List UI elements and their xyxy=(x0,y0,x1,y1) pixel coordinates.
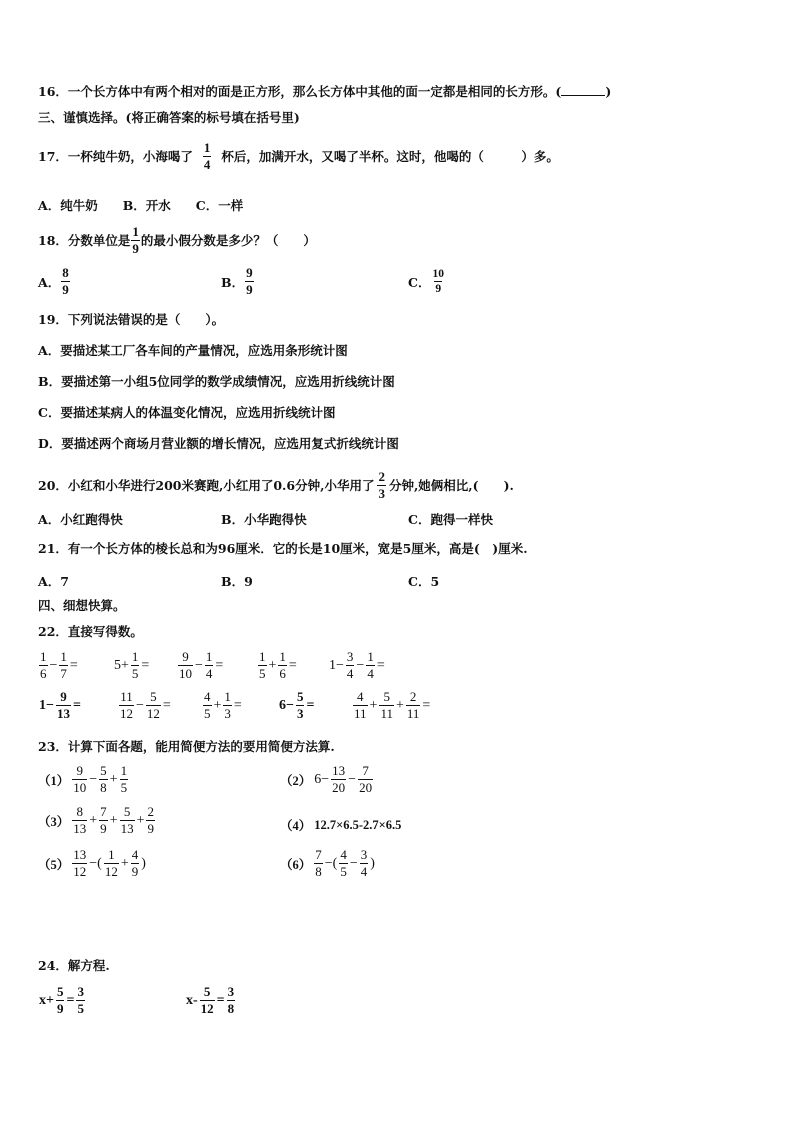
fraction: $\frac{7}{8}$ xyxy=(315,847,322,879)
operator: 5+ xyxy=(114,657,129,673)
calc-item-5 xyxy=(38,848,147,879)
operator: = xyxy=(215,657,224,673)
operator: 12.7×6.5-2.7×6.5 xyxy=(314,817,402,832)
fraction: $\frac{4}{5}$ xyxy=(340,847,347,879)
fraction: $\frac{7}{9}$ xyxy=(100,804,107,836)
expression xyxy=(257,650,298,681)
operator: + xyxy=(89,812,98,828)
operator: = xyxy=(66,992,75,1008)
calc-item-1 xyxy=(38,764,129,795)
item-label: （4） xyxy=(280,819,312,833)
operator: 1− xyxy=(39,697,54,713)
operator: 1− xyxy=(329,657,344,673)
operator: = xyxy=(216,992,225,1008)
operator: − xyxy=(356,657,365,673)
option-c: C．要描述某病人的体温变化情况，应选用折线统计图 xyxy=(38,405,336,420)
expression xyxy=(38,650,79,681)
operator: = xyxy=(72,697,81,713)
option-a: A． $\frac{8}{9}$ xyxy=(38,265,69,297)
option-b: B．9 xyxy=(221,574,253,589)
fraction: $\frac{8}{13}$ xyxy=(73,804,87,836)
question-21: 21．有一个长方体的棱长总和为96厘米．它的长是10厘米，宽是5厘米，高是( )厘米. xyxy=(38,541,528,556)
fraction: $\frac{1}{3}$ xyxy=(224,689,231,721)
operator: + xyxy=(109,771,118,787)
option-a: A．要描述某工厂各车间的产量情况，应选用条形统计图 xyxy=(38,343,348,358)
operator: + xyxy=(369,697,378,713)
option-b: B．要描述第一小组5位同学的数学成绩情况，应选用折线统计图 xyxy=(38,374,395,389)
option-b: B． $\frac{9}{9}$ xyxy=(221,265,253,297)
fraction: $\frac{1}{9}$ xyxy=(132,224,139,256)
option-c: C． $\frac{10}{9}$ xyxy=(408,268,444,295)
fraction: $\frac{2}{11}$ xyxy=(406,689,420,721)
operator: −( xyxy=(324,855,338,871)
fraction: $\frac{13}{12}$ xyxy=(73,847,87,879)
question-22: 22．直接写得数。 xyxy=(38,624,143,639)
operator: = xyxy=(306,697,315,713)
fraction: $\frac{5}{11}$ xyxy=(380,689,393,721)
expression xyxy=(202,690,243,721)
equation-2 xyxy=(185,985,236,1016)
expression xyxy=(177,650,224,681)
question-23: 23．计算下面各题，能用简便方法的要用简便方法算. xyxy=(38,739,335,754)
fraction: $\frac{8}{9}$ xyxy=(62,265,69,297)
fraction: $\frac{5}{12}$ xyxy=(146,689,160,721)
fraction: $\frac{1}{5}$ xyxy=(131,649,139,681)
fraction: $\frac{1}{6}$ xyxy=(40,649,47,681)
question-24: 24．解方程. xyxy=(38,958,110,973)
option-d: D．要描述两个商场月营业额的增长情况，应选用复式折线统计图 xyxy=(38,436,399,451)
fraction: $\frac{3}{4}$ xyxy=(346,649,354,681)
operator: = xyxy=(162,697,171,713)
operator: + xyxy=(136,812,145,828)
fraction: $\frac{3}{8}$ xyxy=(227,984,235,1016)
question-20: 20．小红和小华进行200米赛跑,小红用了0.6分钟,小华用了 $\frac{2}{3}$ 分钟,她俩相比,( ). xyxy=(38,469,514,501)
fraction: $\frac{1}{4}$ xyxy=(203,140,211,172)
operator: 6− xyxy=(314,771,330,787)
question-17: 17．一杯纯牛奶，小海喝了 $\frac{1}{4}$ 杯后，加满开水，又喝了半杯。这时，他喝的（ ）多。 xyxy=(38,140,559,172)
operator: − xyxy=(195,657,203,673)
fraction: $\frac{1}{6}$ xyxy=(279,649,286,681)
operator: ) xyxy=(141,855,146,871)
question-17-options: A．纯牛奶 B．开水 C．一样 xyxy=(38,198,244,213)
calc-item-6 xyxy=(280,848,376,879)
expression xyxy=(113,650,150,681)
expression xyxy=(118,690,172,721)
question-18: 18．分数单位是 $\frac{1}{9}$ 的最小假分数是多少？（ ） xyxy=(38,224,316,256)
operator: = xyxy=(233,697,242,713)
item-label: （2） xyxy=(280,773,312,788)
operator: = xyxy=(141,657,150,673)
item-label: （3） xyxy=(38,814,70,829)
option-a: A．小红跑得快 xyxy=(38,512,123,527)
fraction: $\frac{9}{13}$ xyxy=(56,689,70,721)
operator: x- xyxy=(186,992,198,1008)
option-a: A．7 xyxy=(38,574,69,589)
fraction: $\frac{9}{10}$ xyxy=(73,763,87,795)
answer-blank[interactable] xyxy=(561,83,605,96)
expression xyxy=(38,690,82,721)
fraction: $\frac{1}{4}$ xyxy=(205,649,213,681)
fraction: $\frac{2}{9}$ xyxy=(147,804,154,836)
fraction: $\frac{5}{9}$ xyxy=(56,984,64,1016)
fraction: $\frac{4}{9}$ xyxy=(131,847,139,879)
fraction: $\frac{5}{8}$ xyxy=(100,763,107,795)
question-16: 16．一个长方体中有两个相对的面是正方形，那么长方体中其他的面一定都是相同的长方形。( ) xyxy=(38,84,612,99)
expression xyxy=(328,650,386,681)
section-4-heading: 四、细想快算。 xyxy=(38,598,126,613)
operator: ) xyxy=(370,855,375,871)
operator: − xyxy=(349,855,358,871)
operator: −( xyxy=(89,855,102,871)
fraction: $\frac{5}{12}$ xyxy=(200,984,214,1016)
operator: + xyxy=(268,657,277,673)
operator: + xyxy=(120,855,129,871)
operator: = xyxy=(376,657,385,673)
fraction: $\frac{1}{4}$ xyxy=(367,649,374,681)
calc-item-2 xyxy=(280,764,374,795)
fraction: $\frac{3}{5}$ xyxy=(77,984,84,1016)
calc-item-3 xyxy=(38,805,156,836)
fraction: $\frac{7}{20}$ xyxy=(359,763,373,795)
section-3-heading: 三、谨慎选择。(将正确答案的标号填在括号里) xyxy=(38,110,300,125)
fraction: $\frac{1}{12}$ xyxy=(104,847,118,879)
fraction: $\frac{1}{5}$ xyxy=(259,649,266,681)
fraction: $\frac{5}{13}$ xyxy=(120,804,134,836)
operator: + xyxy=(395,697,404,713)
operator: + xyxy=(109,812,118,828)
option-c: C．5 xyxy=(408,574,440,589)
fraction: $\frac{9}{10}$ xyxy=(179,649,192,681)
operator: − xyxy=(348,771,357,787)
equation-1 xyxy=(38,985,86,1016)
fraction: $\frac{3}{4}$ xyxy=(360,847,368,879)
item-label: （6） xyxy=(280,857,312,872)
fraction: $\frac{1}{7}$ xyxy=(60,649,67,681)
operator: = xyxy=(422,697,431,713)
fraction: $\frac{10}{9}$ xyxy=(432,268,444,295)
operator: 6− xyxy=(279,697,294,713)
option-b: B．小华跑得快 xyxy=(221,512,307,527)
option-c: C．跑得一样快 xyxy=(408,512,493,527)
fraction: $\frac{9}{9}$ xyxy=(246,265,253,297)
fraction: $\frac{11}{12}$ xyxy=(120,689,133,721)
fraction: $\frac{13}{20}$ xyxy=(332,763,346,795)
calc-item-4 xyxy=(280,816,402,834)
item-label: （5） xyxy=(38,857,70,872)
fraction: $\frac{1}{5}$ xyxy=(120,763,128,795)
operator: − xyxy=(136,697,144,713)
operator: = xyxy=(288,657,297,673)
fraction: $\frac{4}{11}$ xyxy=(354,689,367,721)
fraction: $\frac{5}{3}$ xyxy=(296,689,304,721)
operator: − xyxy=(49,657,58,673)
expression xyxy=(352,690,431,721)
question-19: 19．下列说法错误的是（ ）。 xyxy=(38,312,225,327)
operator: = xyxy=(69,657,78,673)
operator: x+ xyxy=(39,992,54,1008)
expression xyxy=(278,690,315,721)
operator: + xyxy=(213,697,222,713)
operator: − xyxy=(89,771,98,787)
item-label: （1） xyxy=(38,773,70,788)
fraction: $\frac{4}{5}$ xyxy=(204,689,211,721)
fraction: $\frac{2}{3}$ xyxy=(378,469,385,501)
